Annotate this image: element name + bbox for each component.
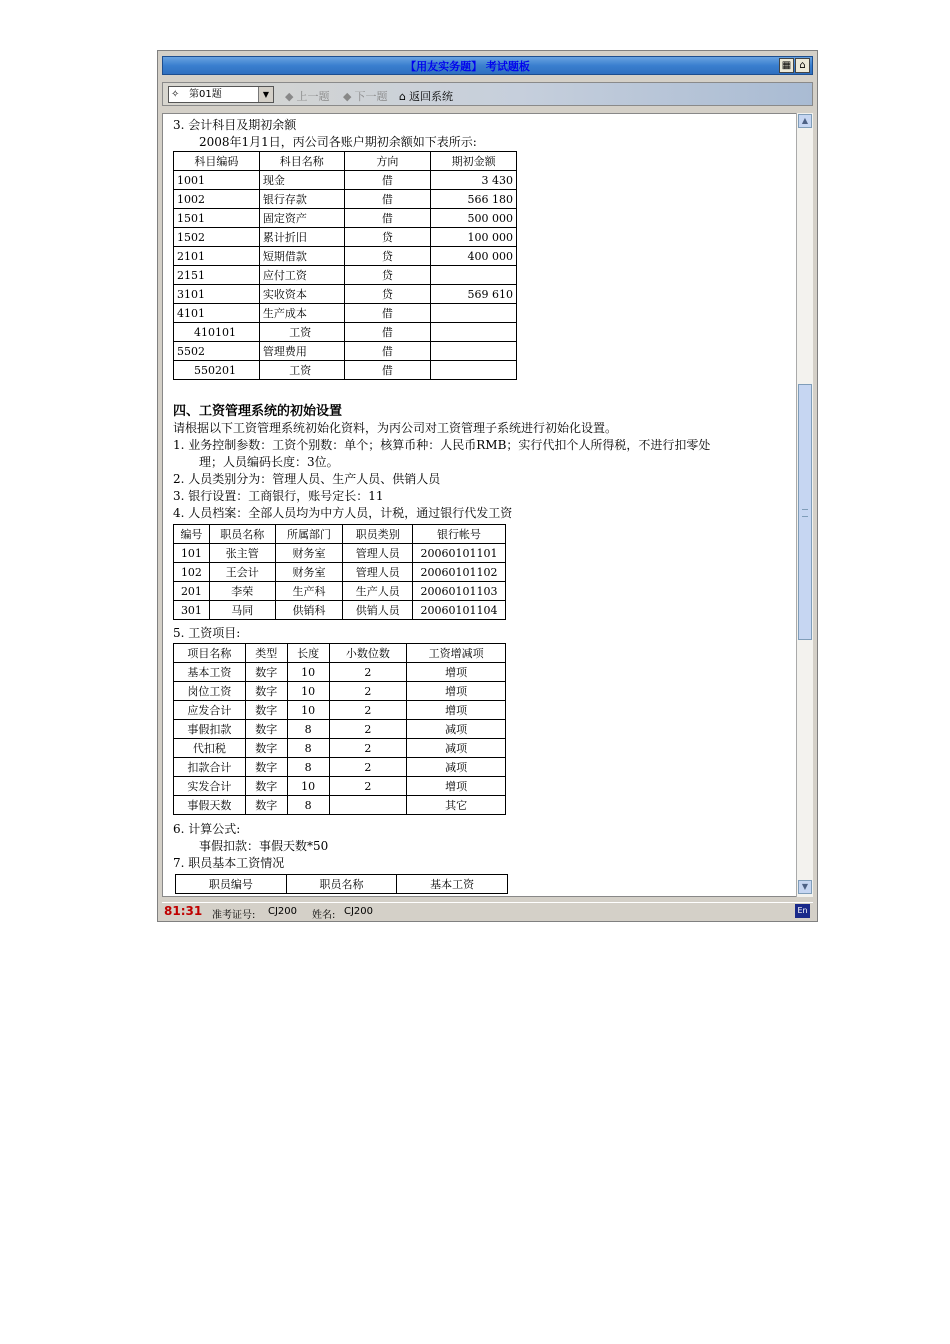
table-cell: 增项 xyxy=(407,777,506,796)
table-cell: 事假天数 xyxy=(174,796,246,815)
table-cell: 8 xyxy=(287,739,329,758)
return-system-button[interactable] xyxy=(399,88,453,104)
table-cell xyxy=(329,796,407,815)
table-cell: 20060101103 xyxy=(413,582,506,601)
question-select-value: 第01题 xyxy=(189,89,222,100)
arrow-right-icon: ◆ xyxy=(343,90,352,103)
table-cell: 10 xyxy=(287,777,329,796)
grip-icon xyxy=(802,509,808,517)
table-cell: 2101 xyxy=(174,247,260,266)
item2: 2. 人员类别分为：管理人员、生产人员、供销人员 xyxy=(173,472,441,486)
table-row xyxy=(174,190,517,209)
table-cell: 借 xyxy=(344,190,431,209)
table-cell: 550201 xyxy=(174,361,260,380)
table-cell xyxy=(431,304,517,323)
table-cell: 贷 xyxy=(344,266,431,285)
col-header: 科目名称 xyxy=(259,152,344,171)
table-row xyxy=(174,247,517,266)
table-cell: 566 180 xyxy=(431,190,517,209)
table-row xyxy=(174,171,517,190)
table-cell: 数字 xyxy=(245,739,287,758)
table-cell: 借 xyxy=(344,342,431,361)
table-cell: 数字 xyxy=(245,796,287,815)
table-cell: 1502 xyxy=(174,228,260,247)
table-cell: 数字 xyxy=(245,720,287,739)
table-row xyxy=(174,304,517,323)
table-cell: 10 xyxy=(287,682,329,701)
table-cell: 王会计 xyxy=(209,563,275,582)
table-cell: 100 000 xyxy=(431,228,517,247)
table-row xyxy=(174,582,506,601)
vertical-scrollbar[interactable] xyxy=(796,113,813,897)
col-header: 期初金额 xyxy=(431,152,517,171)
part4-intro: 请根据以下工资管理系统初始化资料，为丙公司对工资管理子系统进行初始化设置。 xyxy=(173,421,618,435)
table-cell: 其它 xyxy=(407,796,506,815)
prev-question-button[interactable] xyxy=(285,88,329,104)
table-cell: 20060101102 xyxy=(413,563,506,582)
table-cell: 应付工资 xyxy=(259,266,344,285)
table-cell: 代扣税 xyxy=(174,739,246,758)
table-cell: 贷 xyxy=(344,285,431,304)
table-header-row xyxy=(176,875,508,894)
table-row xyxy=(174,701,506,720)
table-cell: 扣款合计 xyxy=(174,758,246,777)
item6-formula: 事假扣款：事假天数*50 xyxy=(199,839,329,853)
table-cell: 生产成本 xyxy=(259,304,344,323)
exam-window xyxy=(157,50,818,922)
col-header: 编号 xyxy=(174,525,210,544)
table-cell xyxy=(431,323,517,342)
table-cell: 减项 xyxy=(407,720,506,739)
window-title: 【用友实务题】 考试题板 xyxy=(405,60,530,73)
table-cell: 10 xyxy=(287,663,329,682)
col-header: 小数位数 xyxy=(329,644,407,663)
status-bar xyxy=(162,902,813,920)
table-header-row xyxy=(174,525,506,544)
table-row xyxy=(174,777,506,796)
table-cell: 410101 xyxy=(174,323,260,342)
table-cell: 实发合计 xyxy=(174,777,246,796)
col-header: 方向 xyxy=(344,152,431,171)
wage-items-table xyxy=(173,643,506,815)
table-cell: 累计折旧 xyxy=(259,228,344,247)
table-row xyxy=(174,563,506,582)
table-row xyxy=(174,544,506,563)
table-cell: 数字 xyxy=(245,701,287,720)
item7: 7. 职员基本工资情况 xyxy=(173,856,285,870)
table-cell: 2 xyxy=(329,701,407,720)
table-cell: 马同 xyxy=(209,601,275,620)
table-cell: 生产科 xyxy=(275,582,343,601)
col-header: 银行帐号 xyxy=(413,525,506,544)
table-cell: 银行存款 xyxy=(259,190,344,209)
next-label: 下一题 xyxy=(354,90,388,103)
table-row xyxy=(174,682,506,701)
table-header-row xyxy=(174,152,517,171)
table-cell: 工资 xyxy=(259,361,344,380)
table-row xyxy=(174,739,506,758)
next-question-button[interactable] xyxy=(343,88,387,104)
table-cell: 固定资产 xyxy=(259,209,344,228)
toolbar xyxy=(162,82,813,106)
table-cell: 8 xyxy=(287,796,329,815)
table-row xyxy=(174,228,517,247)
table-row xyxy=(174,663,506,682)
table-cell: 增项 xyxy=(407,663,506,682)
table-cell: 3 430 xyxy=(431,171,517,190)
scroll-up-icon[interactable]: ▲ xyxy=(798,114,812,128)
table-cell: 102 xyxy=(174,563,210,582)
table-cell: 工资 xyxy=(259,323,344,342)
question-icon: ✧ xyxy=(171,89,180,100)
item3: 3. 银行设置：工商银行，账号定长：11 xyxy=(173,489,384,503)
section3-title: 3. 会计科目及期初余额 xyxy=(173,118,297,132)
table-cell: 借 xyxy=(344,304,431,323)
table-cell: 8 xyxy=(287,758,329,777)
col-header: 项目名称 xyxy=(174,644,246,663)
table-cell: 3101 xyxy=(174,285,260,304)
table-cell: 10 xyxy=(287,701,329,720)
table-cell: 实收资本 xyxy=(259,285,344,304)
table-cell: 数字 xyxy=(245,758,287,777)
item1-line2: 理；人员编码长度：3位。 xyxy=(199,455,339,469)
prev-label: 上一题 xyxy=(296,90,330,103)
table-cell: 2 xyxy=(329,720,407,739)
table-cell: 减项 xyxy=(407,739,506,758)
exam-id-label: 准考证号: xyxy=(212,910,256,921)
table-cell: 2 xyxy=(329,777,407,796)
table-cell: 2 xyxy=(329,682,407,701)
table-cell: 301 xyxy=(174,601,210,620)
part4-heading: 四、工资管理系统的初始设置 xyxy=(173,404,343,419)
table-cell: 20060101104 xyxy=(413,601,506,620)
table-row xyxy=(174,342,517,361)
table-row xyxy=(174,361,517,380)
col-header: 职员名称 xyxy=(286,875,397,894)
table-cell: 增项 xyxy=(407,701,506,720)
table-cell: 减项 xyxy=(407,758,506,777)
section3-desc: 2008年1月1日，丙公司各账户期初余额如下表所示: xyxy=(199,135,477,149)
countdown-timer: 81:31 xyxy=(164,904,203,918)
input-language-indicator[interactable]: En xyxy=(795,904,810,918)
accounts-table xyxy=(173,151,517,380)
table-cell: 2 xyxy=(329,739,407,758)
col-header: 职员编号 xyxy=(176,875,287,894)
table-cell: 短期借款 xyxy=(259,247,344,266)
scroll-thumb[interactable] xyxy=(798,384,812,640)
col-header: 类型 xyxy=(245,644,287,663)
question-content xyxy=(162,113,813,897)
table-cell: 李荣 xyxy=(209,582,275,601)
table-cell: 201 xyxy=(174,582,210,601)
table-cell: 管理费用 xyxy=(259,342,344,361)
table-row xyxy=(174,601,506,620)
table-cell: 岗位工资 xyxy=(174,682,246,701)
table-cell: 借 xyxy=(344,323,431,342)
col-header: 所属部门 xyxy=(275,525,343,544)
name-label: 姓名: xyxy=(312,910,336,921)
table-cell: 2151 xyxy=(174,266,260,285)
table-header-row xyxy=(174,644,506,663)
table-row xyxy=(174,796,506,815)
home-label: 返回系统 xyxy=(408,90,453,103)
table-cell: 569 610 xyxy=(431,285,517,304)
table-cell xyxy=(431,361,517,380)
table-cell: 贷 xyxy=(344,247,431,266)
table-cell: 事假扣款 xyxy=(174,720,246,739)
basic-wage-table xyxy=(175,874,508,894)
table-row xyxy=(174,266,517,285)
table-cell: 贷 xyxy=(344,228,431,247)
table-cell: 1002 xyxy=(174,190,260,209)
col-header: 长度 xyxy=(287,644,329,663)
table-cell: 5502 xyxy=(174,342,260,361)
table-row xyxy=(174,720,506,739)
table-cell: 20060101101 xyxy=(413,544,506,563)
table-cell: 101 xyxy=(174,544,210,563)
table-cell: 1001 xyxy=(174,171,260,190)
table-cell: 基本工资 xyxy=(174,663,246,682)
table-cell: 借 xyxy=(344,361,431,380)
table-cell: 借 xyxy=(344,171,431,190)
table-cell: 张主管 xyxy=(209,544,275,563)
table-cell: 4101 xyxy=(174,304,260,323)
scroll-down-icon[interactable]: ▼ xyxy=(798,880,812,894)
table-cell: 财务室 xyxy=(275,563,343,582)
exam-id-value: CJ200 xyxy=(268,906,298,917)
table-row xyxy=(174,285,517,304)
col-header: 职员类别 xyxy=(343,525,413,544)
table-cell: 8 xyxy=(287,720,329,739)
name-value: CJ200 xyxy=(344,906,374,917)
table-cell: 2 xyxy=(329,758,407,777)
table-row xyxy=(174,323,517,342)
calculator-icon[interactable]: ▦ xyxy=(779,58,794,73)
table-cell: 数字 xyxy=(245,682,287,701)
col-header: 工资增减项 xyxy=(407,644,506,663)
col-header: 职员名称 xyxy=(209,525,275,544)
table-cell: 增项 xyxy=(407,682,506,701)
table-cell: 生产人员 xyxy=(343,582,413,601)
table-cell: 管理人员 xyxy=(343,544,413,563)
table-cell: 借 xyxy=(344,209,431,228)
item5: 5. 工资项目: xyxy=(173,626,241,640)
table-row xyxy=(174,758,506,777)
item6: 6. 计算公式: xyxy=(173,822,241,836)
table-cell: 应发合计 xyxy=(174,701,246,720)
title-bar xyxy=(162,56,813,75)
home-icon: ⌂ xyxy=(399,90,406,103)
table-cell: 供销科 xyxy=(275,601,343,620)
item4: 4. 人员档案：全部人员均为中方人员，计税，通过银行代发工资 xyxy=(173,506,513,520)
question-select[interactable] xyxy=(168,86,274,103)
col-header: 科目编码 xyxy=(174,152,260,171)
staff-table xyxy=(173,524,506,620)
chevron-down-icon[interactable]: ▼ xyxy=(258,87,273,102)
item1-line1: 1. 业务控制参数：工资个别数：单个；核算币种：人民币RMB；实行代扣个人所得税，不进行扣零处 xyxy=(173,438,711,452)
table-cell: 财务室 xyxy=(275,544,343,563)
table-cell: 1501 xyxy=(174,209,260,228)
table-cell: 供销人员 xyxy=(343,601,413,620)
col-header: 基本工资 xyxy=(397,875,508,894)
table-cell xyxy=(431,342,517,361)
table-cell: 管理人员 xyxy=(343,563,413,582)
table-cell: 2 xyxy=(329,663,407,682)
table-row xyxy=(174,209,517,228)
table-cell: 现金 xyxy=(259,171,344,190)
table-cell: 数字 xyxy=(245,777,287,796)
table-cell: 数字 xyxy=(245,663,287,682)
table-cell: 500 000 xyxy=(431,209,517,228)
arrow-left-icon: ◆ xyxy=(285,90,294,103)
table-cell: 400 000 xyxy=(431,247,517,266)
home-icon[interactable]: ⌂ xyxy=(795,58,810,73)
table-cell xyxy=(431,266,517,285)
